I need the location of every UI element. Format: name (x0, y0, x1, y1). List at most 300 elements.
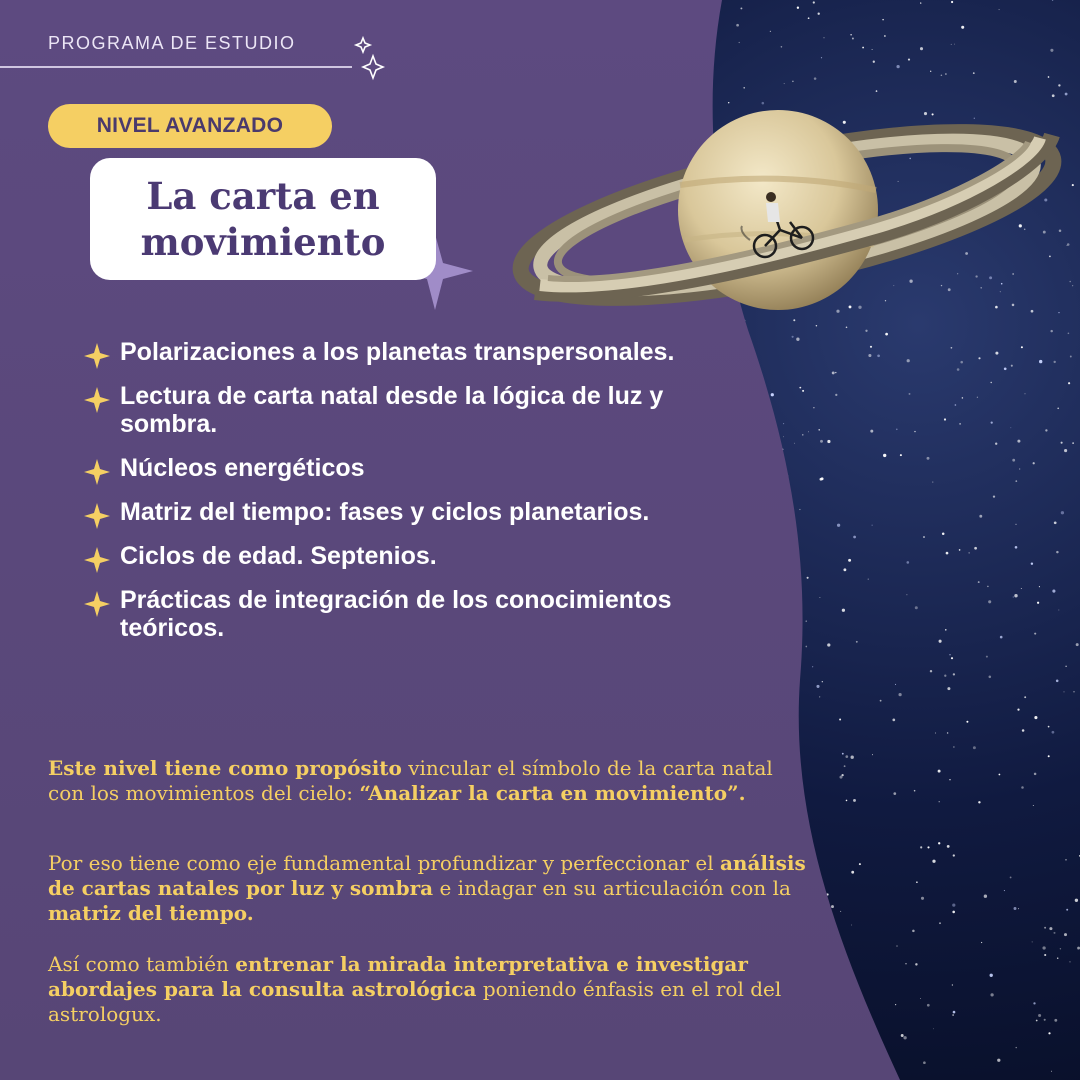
star (844, 765, 846, 767)
star (832, 371, 835, 374)
star (981, 942, 982, 943)
star (865, 330, 867, 332)
star (988, 600, 991, 603)
star (743, 87, 745, 89)
star (1012, 273, 1013, 274)
star (1076, 643, 1079, 646)
star (1014, 907, 1017, 910)
star (1021, 588, 1022, 589)
star (842, 753, 844, 755)
star (949, 779, 950, 780)
star (885, 300, 886, 301)
description-paragraph (48, 952, 808, 1027)
star (905, 963, 906, 964)
star (1048, 1032, 1050, 1034)
star (1004, 890, 1005, 891)
star (739, 42, 740, 43)
star (893, 792, 896, 795)
header-divider (0, 66, 352, 68)
star (784, 83, 785, 84)
star (995, 352, 998, 355)
star (997, 1059, 1000, 1062)
star (1045, 429, 1047, 431)
star (1034, 716, 1037, 719)
star (1057, 407, 1059, 409)
star (1056, 551, 1058, 553)
star (841, 774, 843, 776)
star (892, 719, 895, 722)
star (927, 846, 929, 848)
star (941, 75, 943, 77)
star (938, 770, 941, 773)
star (1044, 198, 1047, 201)
star (1010, 427, 1011, 428)
star (1019, 468, 1020, 469)
star (808, 431, 809, 432)
star (1060, 948, 1061, 949)
star (1053, 932, 1055, 934)
star (792, 336, 794, 338)
star (840, 911, 841, 912)
star (1031, 562, 1033, 564)
star (1031, 310, 1034, 313)
star (799, 387, 801, 389)
star (1061, 511, 1064, 514)
star (850, 34, 851, 35)
star (953, 673, 955, 675)
star (821, 57, 822, 58)
star (999, 774, 1001, 776)
star (835, 372, 836, 373)
star (831, 905, 834, 908)
star (845, 755, 848, 758)
star (898, 693, 901, 696)
star (819, 696, 820, 697)
star (813, 1, 815, 3)
star (920, 998, 921, 999)
star (880, 700, 882, 702)
star (1000, 291, 1001, 292)
star (896, 945, 898, 947)
star (1072, 184, 1074, 186)
star (1014, 80, 1017, 83)
star (1061, 442, 1063, 444)
star (1021, 346, 1023, 348)
star (1066, 909, 1068, 911)
star (952, 984, 953, 985)
star (1025, 393, 1026, 394)
star (898, 181, 899, 182)
star (907, 359, 910, 362)
star (885, 333, 888, 336)
star (1021, 786, 1024, 789)
star (1067, 243, 1070, 246)
star (987, 586, 989, 588)
star (1038, 1014, 1041, 1017)
star (953, 1011, 956, 1014)
list-item (84, 454, 704, 482)
list-item (84, 338, 704, 366)
star (1010, 876, 1012, 878)
star (939, 640, 942, 643)
star (989, 276, 992, 279)
star (872, 49, 873, 50)
star (1058, 609, 1059, 610)
star (947, 687, 950, 690)
star (1054, 521, 1057, 524)
star (921, 897, 924, 900)
star (1039, 586, 1040, 587)
star (740, 7, 742, 9)
star (1017, 709, 1019, 711)
star (949, 654, 950, 655)
star (986, 656, 988, 658)
star (973, 746, 976, 749)
star (909, 393, 911, 395)
star (848, 559, 851, 562)
star (1014, 594, 1017, 597)
star (914, 790, 916, 792)
star (947, 845, 950, 848)
star (896, 65, 899, 68)
star (1042, 946, 1045, 949)
star (1017, 440, 1020, 443)
star (1033, 805, 1034, 806)
star (852, 38, 854, 40)
star (1075, 899, 1078, 902)
star (792, 81, 793, 82)
star (862, 47, 864, 49)
star (851, 871, 854, 874)
star (821, 477, 824, 480)
topic-text: Lectura de carta natal desde la lógica de luz y sombra. (120, 382, 664, 438)
paragraph-text: e indagar en su articulación con la (433, 876, 791, 900)
topic-text: Matriz del tiempo: fases y ciclos planetarios. (120, 498, 650, 526)
star (843, 568, 846, 571)
star (837, 524, 840, 527)
star (884, 35, 886, 37)
star (990, 974, 993, 977)
paragraph-bold: “Analizar la carta en movimiento”. (359, 781, 746, 805)
star (979, 515, 982, 518)
star (1048, 755, 1050, 757)
star (814, 77, 817, 80)
star (1058, 312, 1059, 313)
four-point-star-icon (84, 459, 110, 485)
star (1044, 1019, 1046, 1021)
star (895, 1004, 896, 1005)
star (1034, 773, 1037, 776)
star (794, 443, 795, 444)
list-item (84, 498, 704, 526)
star (1058, 84, 1060, 86)
star (813, 407, 814, 408)
title-card (90, 158, 436, 280)
description-paragraph (48, 756, 808, 806)
star (1022, 729, 1025, 732)
star (930, 71, 931, 72)
star (1068, 332, 1070, 334)
star (1052, 94, 1055, 97)
star (806, 621, 807, 622)
star (957, 273, 958, 274)
star (953, 746, 954, 747)
star (945, 629, 946, 630)
star (990, 993, 993, 996)
star (868, 579, 869, 580)
star (990, 382, 991, 383)
star (839, 719, 841, 721)
list-item (84, 382, 704, 438)
topic-text: Núcleos energéticos (120, 454, 365, 482)
star (870, 346, 872, 348)
star (783, 423, 784, 424)
star (1033, 1002, 1035, 1004)
star (939, 922, 941, 924)
star (975, 275, 977, 277)
star (920, 2, 921, 3)
star (882, 19, 884, 21)
star (1051, 1071, 1052, 1072)
star (873, 61, 875, 63)
star (1050, 330, 1052, 332)
star (793, 319, 795, 321)
star (954, 44, 955, 45)
star (853, 799, 856, 802)
star (984, 895, 987, 898)
star (771, 393, 774, 396)
star (1056, 680, 1059, 683)
star (1036, 1020, 1038, 1022)
star (1052, 731, 1055, 734)
star (851, 756, 854, 759)
star (951, 347, 953, 349)
star (935, 732, 936, 733)
star (915, 606, 918, 609)
star (977, 397, 978, 398)
star (1048, 726, 1050, 728)
star (816, 325, 817, 326)
list-item (84, 586, 704, 642)
star (1050, 49, 1053, 52)
star (895, 684, 896, 685)
star (1034, 633, 1036, 635)
star (912, 930, 915, 933)
star (896, 429, 898, 431)
star (1068, 382, 1070, 384)
star (1064, 933, 1067, 936)
star (920, 846, 922, 848)
star (927, 457, 930, 460)
star (920, 47, 923, 50)
star (799, 509, 800, 510)
star (796, 338, 799, 341)
star (827, 440, 830, 443)
star (1039, 360, 1042, 363)
star (933, 1028, 934, 1029)
star (736, 24, 739, 27)
star (955, 404, 957, 406)
star (978, 357, 980, 359)
star (1073, 691, 1074, 692)
star (959, 549, 961, 551)
star (819, 597, 820, 598)
star (900, 454, 902, 456)
star (923, 536, 925, 538)
paragraph-bold: Este nivel tiene como propósito (48, 756, 402, 780)
star (989, 676, 992, 679)
star (951, 44, 952, 45)
star (1065, 666, 1066, 667)
star (812, 666, 813, 667)
star (1012, 304, 1015, 307)
star (816, 685, 819, 688)
star (1064, 449, 1067, 452)
level-badge: NIVEL AVANZADO (48, 104, 332, 148)
star (836, 310, 839, 313)
star (1011, 365, 1013, 367)
star (947, 732, 948, 733)
star (1004, 367, 1007, 370)
star (797, 7, 799, 9)
star (959, 423, 961, 425)
star (876, 90, 878, 92)
star (995, 443, 997, 445)
star (914, 431, 915, 432)
star (808, 17, 810, 19)
star (1024, 696, 1026, 698)
four-point-star-icon (84, 503, 110, 529)
star (802, 434, 803, 435)
star (915, 963, 917, 965)
star (948, 288, 951, 291)
description-paragraph (48, 851, 808, 926)
topics-list (84, 338, 704, 658)
star (877, 354, 880, 357)
star (883, 454, 886, 457)
star (901, 1034, 904, 1037)
star (783, 436, 784, 437)
star (941, 285, 942, 286)
star (1072, 442, 1074, 444)
star (827, 643, 830, 646)
topic-text: Polarizaciones a los planetas transpersonales. (120, 338, 675, 366)
paragraph-bold: matriz del tiempo. (48, 901, 254, 925)
star (961, 26, 964, 29)
list-item (84, 542, 704, 570)
star (939, 801, 940, 802)
star (858, 306, 861, 309)
star (965, 252, 968, 255)
topic-text: Ciclos de edad. Septenios. (120, 542, 437, 570)
paragraph-bold: entrenar la mirada interpretativa e investigar abordajes para la consulta astrológica (48, 952, 748, 1001)
star (1044, 954, 1046, 956)
star (1049, 927, 1052, 930)
star (938, 842, 940, 844)
page-title: La carta en movimiento (140, 174, 386, 264)
four-point-star-icon (84, 547, 110, 573)
star (1070, 961, 1071, 962)
program-label: PROGRAMA DE ESTUDIO (48, 33, 296, 53)
star (952, 904, 955, 907)
star (1049, 256, 1051, 258)
star (1057, 957, 1058, 958)
star (872, 754, 873, 755)
star (1015, 546, 1018, 549)
star (856, 641, 858, 643)
star (978, 801, 980, 803)
star (953, 854, 955, 856)
star (1069, 281, 1071, 283)
star (1000, 636, 1003, 639)
topic-text: Prácticas de integración de los conocimientos teóricos. (120, 586, 672, 642)
star (1048, 76, 1050, 78)
star (974, 118, 975, 119)
star (802, 390, 804, 392)
star (843, 121, 846, 124)
star (951, 1, 953, 3)
star (952, 911, 955, 914)
star (846, 800, 848, 802)
star (962, 397, 964, 399)
star (1018, 908, 1019, 909)
star (853, 536, 856, 539)
star (991, 422, 993, 424)
star (1072, 285, 1073, 286)
star (846, 327, 848, 329)
star (818, 13, 820, 15)
star (909, 158, 911, 160)
star (999, 9, 1000, 10)
paragraph-text: Así como también (48, 952, 236, 976)
star (1019, 224, 1022, 227)
star (923, 1061, 926, 1064)
four-point-star-icon (84, 591, 110, 617)
star (978, 581, 980, 583)
star (942, 533, 945, 536)
star (1001, 283, 1003, 285)
paragraph-bold: análisis de cartas natales por luz y sombra (48, 851, 806, 900)
star (1059, 230, 1062, 233)
star (951, 657, 953, 659)
star (909, 280, 912, 283)
star (932, 113, 934, 115)
star (944, 418, 946, 420)
star (842, 609, 845, 612)
star (945, 73, 947, 75)
star (969, 552, 970, 553)
star (781, 46, 783, 48)
star (952, 1014, 954, 1016)
star (1037, 602, 1039, 604)
star (993, 495, 995, 497)
star (1054, 1019, 1057, 1022)
star (1015, 480, 1017, 482)
star (906, 594, 907, 595)
star (927, 1004, 930, 1007)
star (1063, 691, 1064, 692)
star (924, 112, 927, 115)
star (932, 860, 935, 863)
star (762, 102, 765, 105)
star (1032, 941, 1033, 942)
star (851, 925, 852, 926)
star (820, 440, 823, 443)
star (957, 368, 960, 371)
star (1033, 462, 1035, 464)
star (995, 306, 998, 309)
star (966, 721, 968, 723)
